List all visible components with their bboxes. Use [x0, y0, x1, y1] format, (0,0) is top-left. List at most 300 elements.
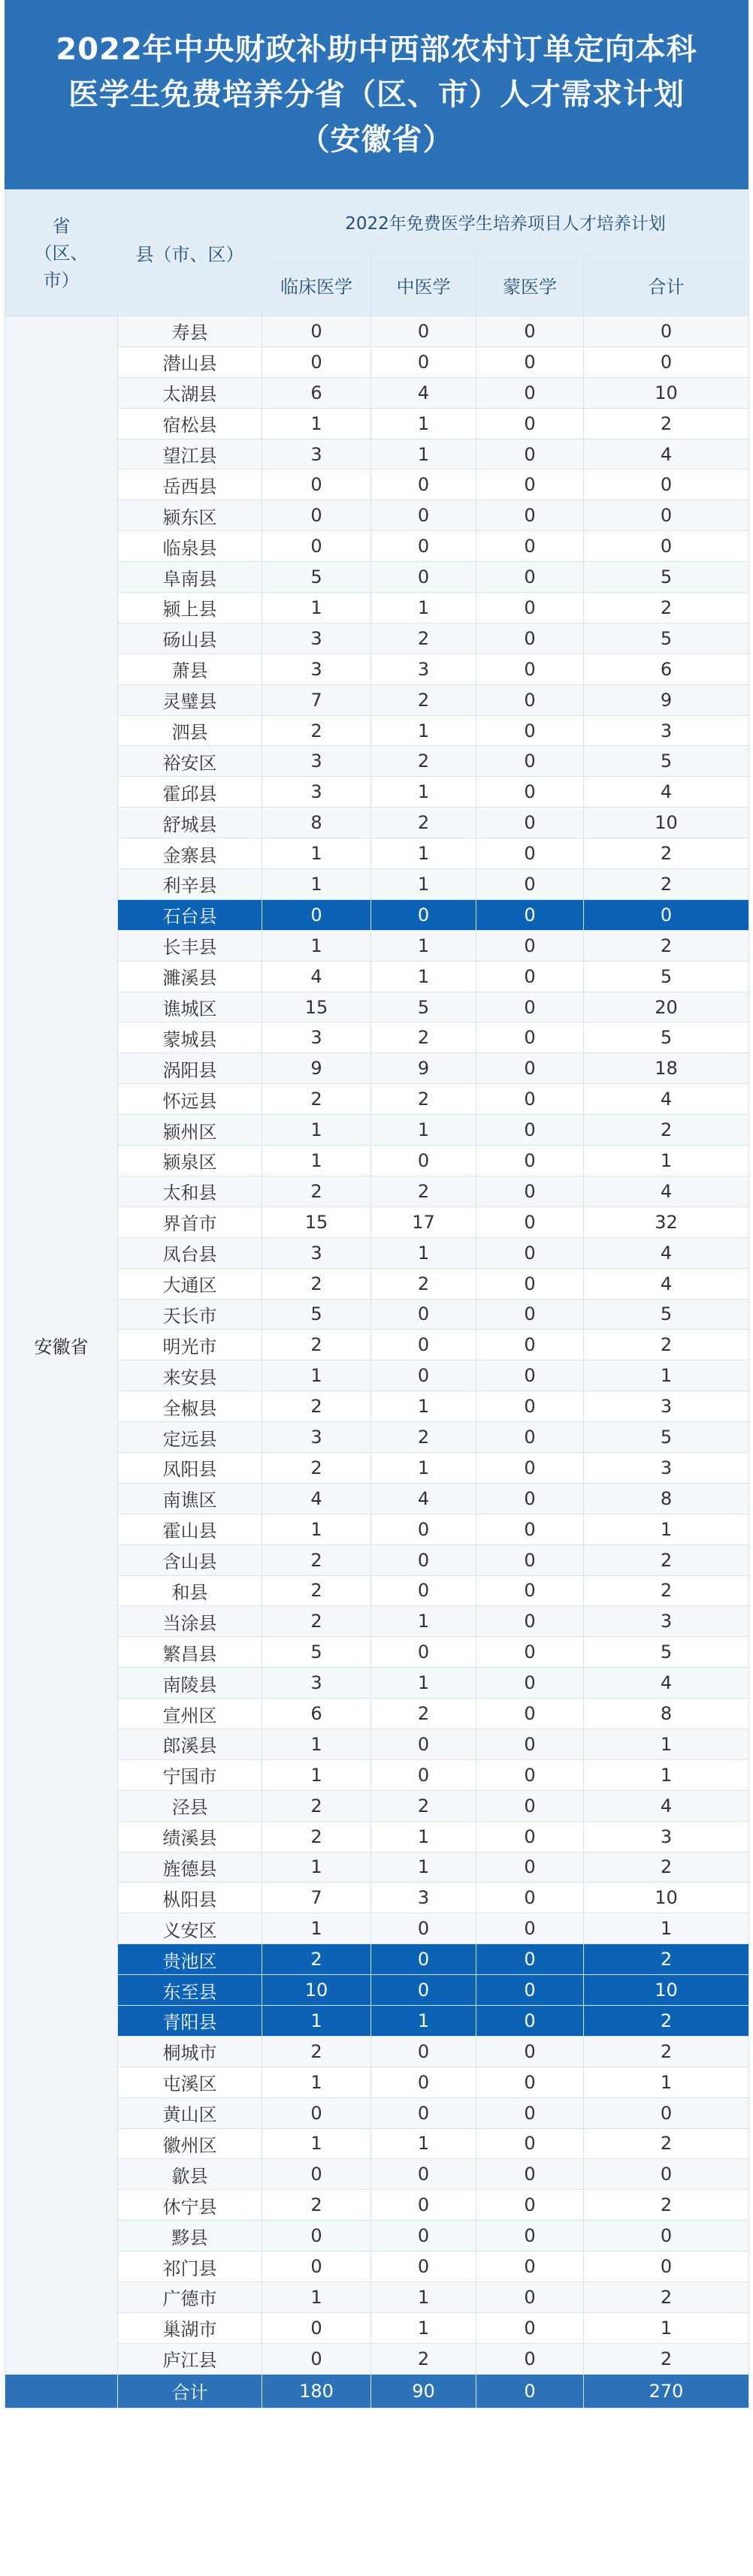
tcm-cell: 1 — [371, 961, 476, 992]
mongolian-cell: 0 — [476, 531, 584, 562]
county-name-cell: 利辛县 — [118, 869, 262, 900]
total-clinical: 180 — [262, 2374, 371, 2408]
county-name-cell: 望江县 — [118, 439, 262, 470]
county-name-cell: 大通区 — [118, 1268, 262, 1299]
header-province: 省（区、市） — [5, 190, 118, 316]
total-cell: 4 — [584, 1084, 749, 1115]
mongolian-cell: 0 — [476, 1022, 584, 1053]
clinical-cell: 0 — [262, 899, 371, 930]
clinical-cell: 2 — [262, 1268, 371, 1299]
clinical-cell: 1 — [262, 930, 371, 961]
mongolian-cell: 0 — [476, 930, 584, 961]
title-banner — [5, 0, 748, 189]
total-cell: 5 — [584, 746, 749, 777]
county-name-cell: 郎溪县 — [118, 1729, 262, 1759]
mongolian-cell: 0 — [476, 715, 584, 746]
clinical-cell: 1 — [262, 1852, 371, 1883]
mongolian-cell: 0 — [476, 2282, 584, 2313]
clinical-cell: 3 — [262, 623, 371, 654]
total-sum: 270 — [584, 2374, 749, 2408]
tcm-cell: 0 — [371, 1299, 476, 1330]
clinical-cell: 0 — [262, 316, 371, 347]
county-name-cell: 霍山县 — [118, 1514, 262, 1545]
county-name-cell: 石台县 — [118, 899, 262, 930]
total-cell: 0 — [584, 316, 749, 347]
county-name-cell: 泗县 — [118, 715, 262, 746]
total-cell: 32 — [584, 1206, 749, 1237]
mongolian-cell: 0 — [476, 2067, 584, 2097]
county-name-cell: 颍上县 — [118, 593, 262, 624]
county-name-cell: 长丰县 — [118, 930, 262, 961]
total-cell: 2 — [584, 2282, 749, 2313]
county-name-cell: 歙县 — [118, 2159, 262, 2190]
header-tcm: 中医学 — [371, 254, 476, 316]
mongolian-cell: 0 — [476, 2221, 584, 2251]
county-name-cell: 黄山区 — [118, 2097, 262, 2128]
clinical-cell: 2 — [262, 1176, 371, 1206]
plan-table — [5, 189, 749, 2408]
clinical-cell: 1 — [262, 2282, 371, 2313]
county-name-cell: 濉溪县 — [118, 961, 262, 992]
tcm-cell: 0 — [371, 316, 476, 347]
tcm-cell: 1 — [371, 2312, 476, 2343]
tcm-cell: 9 — [371, 1053, 476, 1084]
total-cell: 2 — [584, 1115, 749, 1146]
county-name-cell: 寿县 — [118, 316, 262, 347]
mongolian-cell: 0 — [476, 1759, 584, 1790]
mongolian-cell: 0 — [476, 2190, 584, 2221]
clinical-cell: 3 — [262, 1422, 371, 1453]
tcm-cell: 1 — [371, 2128, 476, 2159]
mongolian-cell: 0 — [476, 1237, 584, 1268]
total-cell: 1 — [584, 1759, 749, 1790]
mongolian-cell: 0 — [476, 1883, 584, 1913]
mongolian-cell: 0 — [476, 1146, 584, 1176]
total-cell: 8 — [584, 1483, 749, 1514]
mongolian-cell: 0 — [476, 1637, 584, 1668]
mongolian-cell: 0 — [476, 2159, 584, 2190]
mongolian-cell: 0 — [476, 408, 584, 439]
total-mongolian: 0 — [476, 2374, 584, 2408]
tcm-cell: 2 — [371, 623, 476, 654]
mongolian-cell: 0 — [476, 2312, 584, 2343]
mongolian-cell: 0 — [476, 2036, 584, 2067]
county-name-cell: 枞阳县 — [118, 1883, 262, 1913]
tcm-cell: 1 — [371, 408, 476, 439]
clinical-cell: 0 — [262, 2097, 371, 2128]
county-name-cell: 南陵县 — [118, 1668, 262, 1699]
tcm-cell: 1 — [371, 1606, 476, 1637]
tcm-cell: 0 — [371, 2036, 476, 2067]
clinical-cell: 1 — [262, 1759, 371, 1790]
clinical-cell: 1 — [262, 1115, 371, 1146]
county-name-cell: 颍泉区 — [118, 1146, 262, 1176]
clinical-cell: 1 — [262, 1913, 371, 1944]
mongolian-cell: 0 — [476, 1483, 584, 1514]
mongolian-cell: 0 — [476, 1452, 584, 1483]
tcm-cell: 1 — [371, 1452, 476, 1483]
county-name-cell: 来安县 — [118, 1360, 262, 1391]
clinical-cell: 1 — [262, 408, 371, 439]
county-name-cell: 全椒县 — [118, 1391, 262, 1422]
table-row — [5, 316, 749, 347]
province-cell: 安徽省 — [5, 316, 118, 2375]
tcm-cell: 2 — [371, 1176, 476, 1206]
total-cell: 2 — [584, 593, 749, 624]
county-name-cell: 宿松县 — [118, 408, 262, 439]
total-cell: 2 — [584, 2036, 749, 2067]
clinical-cell: 7 — [262, 684, 371, 715]
clinical-cell: 0 — [262, 346, 371, 377]
total-cell: 4 — [584, 1668, 749, 1699]
county-name-cell: 繁昌县 — [118, 1637, 262, 1668]
clinical-cell: 5 — [262, 1637, 371, 1668]
total-cell: 3 — [584, 715, 749, 746]
tcm-cell: 1 — [371, 593, 476, 624]
tcm-cell: 1 — [371, 1237, 476, 1268]
tcm-cell: 1 — [371, 1821, 476, 1852]
clinical-cell: 0 — [262, 470, 371, 500]
tcm-cell: 0 — [371, 2221, 476, 2251]
county-name-cell: 临泉县 — [118, 531, 262, 562]
clinical-cell: 1 — [262, 838, 371, 869]
total-cell: 0 — [584, 2251, 749, 2282]
total-cell: 20 — [584, 992, 749, 1022]
county-name-cell: 岳西县 — [118, 470, 262, 500]
tcm-cell: 0 — [371, 1759, 476, 1790]
tcm-cell: 2 — [371, 684, 476, 715]
total-cell: 2 — [584, 1944, 749, 1975]
mongolian-cell: 0 — [476, 1299, 584, 1330]
county-name-cell: 绩溪县 — [118, 1821, 262, 1852]
total-cell: 0 — [584, 346, 749, 377]
tcm-cell: 1 — [371, 2282, 476, 2313]
clinical-cell: 2 — [262, 1545, 371, 1575]
total-cell: 5 — [584, 1299, 749, 1330]
total-cell: 1 — [584, 1729, 749, 1759]
county-name-cell: 灵璧县 — [118, 684, 262, 715]
tcm-cell: 17 — [371, 1206, 476, 1237]
clinical-cell: 8 — [262, 808, 371, 838]
total-cell: 10 — [584, 377, 749, 408]
tcm-cell: 2 — [371, 2343, 476, 2374]
tcm-cell: 3 — [371, 1883, 476, 1913]
total-cell: 9 — [584, 684, 749, 715]
county-name-cell: 泾县 — [118, 1790, 262, 1821]
tcm-cell: 0 — [371, 1360, 476, 1391]
clinical-cell: 2 — [262, 1391, 371, 1422]
county-name-cell: 潜山县 — [118, 346, 262, 377]
total-cell: 0 — [584, 2159, 749, 2190]
county-name-cell: 巢湖市 — [118, 2312, 262, 2343]
tcm-cell: 0 — [371, 1514, 476, 1545]
county-name-cell: 明光市 — [118, 1330, 262, 1360]
tcm-cell: 0 — [371, 1330, 476, 1360]
county-name-cell: 金寨县 — [118, 838, 262, 869]
mongolian-cell: 0 — [476, 1790, 584, 1821]
county-name-cell: 黟县 — [118, 2221, 262, 2251]
total-cell: 0 — [584, 2097, 749, 2128]
mongolian-cell: 0 — [476, 1852, 584, 1883]
clinical-cell: 1 — [262, 869, 371, 900]
mongolian-cell: 0 — [476, 1360, 584, 1391]
tcm-cell: 1 — [371, 777, 476, 808]
total-cell: 5 — [584, 623, 749, 654]
mongolian-cell: 0 — [476, 2097, 584, 2128]
county-name-cell: 涡阳县 — [118, 1053, 262, 1084]
county-name-cell: 休宁县 — [118, 2190, 262, 2221]
mongolian-cell: 0 — [476, 593, 584, 624]
total-cell: 5 — [584, 1022, 749, 1053]
mongolian-cell: 0 — [476, 1330, 584, 1360]
tcm-cell: 2 — [371, 1422, 476, 1453]
total-cell: 1 — [584, 1514, 749, 1545]
clinical-cell: 4 — [262, 1483, 371, 1514]
tcm-cell: 3 — [371, 654, 476, 684]
clinical-cell: 3 — [262, 1022, 371, 1053]
total-cell: 0 — [584, 899, 749, 930]
county-name-cell: 怀远县 — [118, 1084, 262, 1115]
tcm-cell: 0 — [371, 2159, 476, 2190]
total-cell: 5 — [584, 961, 749, 992]
total-cell: 4 — [584, 1790, 749, 1821]
title-line-2: 医学生免费培养分省（区、市）人才需求计划 — [68, 77, 685, 112]
mongolian-cell: 0 — [476, 1668, 584, 1699]
mongolian-cell: 0 — [476, 1268, 584, 1299]
county-name-cell: 颍东区 — [118, 500, 262, 531]
clinical-cell: 1 — [262, 2067, 371, 2097]
mongolian-cell: 0 — [476, 1729, 584, 1759]
total-cell: 2 — [584, 1852, 749, 1883]
total-cell: 3 — [584, 1606, 749, 1637]
mongolian-cell: 0 — [476, 562, 584, 593]
mongolian-cell: 0 — [476, 1821, 584, 1852]
clinical-cell: 3 — [262, 1237, 371, 1268]
total-cell: 2 — [584, 2128, 749, 2159]
county-name-cell: 裕安区 — [118, 746, 262, 777]
tcm-cell: 2 — [371, 1790, 476, 1821]
total-cell: 0 — [584, 2221, 749, 2251]
county-name-cell: 谯城区 — [118, 992, 262, 1022]
clinical-cell: 2 — [262, 1330, 371, 1360]
tcm-cell: 0 — [371, 2067, 476, 2097]
tcm-cell: 1 — [371, 838, 476, 869]
total-cell: 10 — [584, 1883, 749, 1913]
clinical-cell: 0 — [262, 2159, 371, 2190]
total-cell: 4 — [584, 1176, 749, 1206]
total-cell: 18 — [584, 1053, 749, 1084]
county-name-cell: 凤阳县 — [118, 1452, 262, 1483]
tcm-cell: 0 — [371, 1637, 476, 1668]
tcm-cell: 0 — [371, 500, 476, 531]
tcm-cell: 2 — [371, 1022, 476, 1053]
clinical-cell: 2 — [262, 2036, 371, 2067]
tcm-cell: 2 — [371, 1268, 476, 1299]
tcm-cell: 0 — [371, 1944, 476, 1975]
tcm-cell: 0 — [371, 2251, 476, 2282]
county-name-cell: 屯溪区 — [118, 2067, 262, 2097]
mongolian-cell: 0 — [476, 838, 584, 869]
mongolian-cell: 0 — [476, 2343, 584, 2374]
total-cell: 2 — [584, 930, 749, 961]
total-cell: 0 — [584, 470, 749, 500]
county-name-cell: 宣州区 — [118, 1699, 262, 1729]
mongolian-cell: 0 — [476, 1053, 584, 1084]
clinical-cell: 2 — [262, 1452, 371, 1483]
header-plan-title: 2022年免费医学生培养项目人才培养计划 — [262, 190, 749, 254]
total-cell: 2 — [584, 838, 749, 869]
total-cell: 2 — [584, 2005, 749, 2036]
clinical-cell: 5 — [262, 562, 371, 593]
total-cell: 10 — [584, 1975, 749, 2006]
clinical-cell: 1 — [262, 1360, 371, 1391]
tcm-cell: 1 — [371, 2005, 476, 2036]
county-name-cell: 蒙城县 — [118, 1022, 262, 1053]
tcm-cell: 0 — [371, 531, 476, 562]
tcm-cell: 0 — [371, 1575, 476, 1606]
county-name-cell: 旌德县 — [118, 1852, 262, 1883]
total-cell: 8 — [584, 1699, 749, 1729]
county-name-cell: 徽州区 — [118, 2128, 262, 2159]
mongolian-cell: 0 — [476, 346, 584, 377]
clinical-cell: 5 — [262, 1299, 371, 1330]
tcm-cell: 0 — [371, 899, 476, 930]
county-name-cell: 和县 — [118, 1575, 262, 1606]
clinical-cell: 3 — [262, 439, 371, 470]
mongolian-cell: 0 — [476, 777, 584, 808]
mongolian-cell: 0 — [476, 1084, 584, 1115]
total-cell: 2 — [584, 2343, 749, 2374]
clinical-cell: 3 — [262, 1668, 371, 1699]
mongolian-cell: 0 — [476, 869, 584, 900]
total-cell: 0 — [584, 500, 749, 531]
tcm-cell: 0 — [371, 2190, 476, 2221]
mongolian-cell: 0 — [476, 684, 584, 715]
mongolian-cell: 0 — [476, 961, 584, 992]
tcm-cell: 1 — [371, 439, 476, 470]
tcm-cell: 2 — [371, 808, 476, 838]
mongolian-cell: 0 — [476, 899, 584, 930]
county-name-cell: 舒城县 — [118, 808, 262, 838]
mongolian-cell: 0 — [476, 1115, 584, 1146]
total-cell: 5 — [584, 1637, 749, 1668]
total-cell: 2 — [584, 408, 749, 439]
total-cell: 2 — [584, 1575, 749, 1606]
clinical-cell: 2 — [262, 1575, 371, 1606]
clinical-cell: 1 — [262, 1146, 371, 1176]
mongolian-cell: 0 — [476, 2128, 584, 2159]
total-cell: 10 — [584, 808, 749, 838]
tcm-cell: 1 — [371, 1668, 476, 1699]
mongolian-cell: 0 — [476, 1514, 584, 1545]
tcm-cell: 4 — [371, 1483, 476, 1514]
clinical-cell: 2 — [262, 1821, 371, 1852]
mongolian-cell: 0 — [476, 439, 584, 470]
clinical-cell: 7 — [262, 1883, 371, 1913]
clinical-cell: 1 — [262, 2128, 371, 2159]
county-name-cell: 定远县 — [118, 1422, 262, 1453]
mongolian-cell: 0 — [476, 316, 584, 347]
clinical-cell: 3 — [262, 746, 371, 777]
clinical-cell: 0 — [262, 531, 371, 562]
total-tcm: 90 — [371, 2374, 476, 2408]
total-cell: 4 — [584, 1237, 749, 1268]
county-name-cell: 萧县 — [118, 654, 262, 684]
tcm-cell: 1 — [371, 1391, 476, 1422]
tcm-cell: 2 — [371, 1084, 476, 1115]
header-total: 合计 — [584, 254, 749, 316]
clinical-cell: 6 — [262, 1699, 371, 1729]
mongolian-cell: 0 — [476, 654, 584, 684]
mongolian-cell: 0 — [476, 1176, 584, 1206]
county-name-cell: 当涂县 — [118, 1606, 262, 1637]
mongolian-cell: 0 — [476, 377, 584, 408]
total-cell: 3 — [584, 1452, 749, 1483]
clinical-cell: 1 — [262, 1514, 371, 1545]
tcm-cell: 0 — [371, 1975, 476, 2006]
tcm-cell: 0 — [371, 2097, 476, 2128]
county-name-cell: 宁国市 — [118, 1759, 262, 1790]
county-name-cell: 青阳县 — [118, 2005, 262, 2036]
mongolian-cell: 0 — [476, 1944, 584, 1975]
tcm-cell: 0 — [371, 1913, 476, 1944]
clinical-cell: 0 — [262, 2343, 371, 2374]
total-cell: 1 — [584, 2312, 749, 2343]
clinical-cell: 1 — [262, 1729, 371, 1759]
county-name-cell: 颍州区 — [118, 1115, 262, 1146]
tcm-cell: 1 — [371, 1115, 476, 1146]
mongolian-cell: 0 — [476, 1391, 584, 1422]
total-cell: 3 — [584, 1821, 749, 1852]
clinical-cell: 0 — [262, 2221, 371, 2251]
county-name-cell: 含山县 — [118, 1545, 262, 1575]
total-cell: 3 — [584, 1391, 749, 1422]
tcm-cell: 1 — [371, 715, 476, 746]
total-cell: 2 — [584, 869, 749, 900]
total-cell: 4 — [584, 777, 749, 808]
tcm-cell: 2 — [371, 746, 476, 777]
total-cell: 2 — [584, 1330, 749, 1360]
clinical-cell: 3 — [262, 777, 371, 808]
title-line-3: （安徽省） — [299, 122, 454, 157]
clinical-cell: 0 — [262, 2251, 371, 2282]
clinical-cell: 2 — [262, 1790, 371, 1821]
clinical-cell: 2 — [262, 1944, 371, 1975]
clinical-cell: 3 — [262, 654, 371, 684]
tcm-cell: 0 — [371, 562, 476, 593]
tcm-cell: 0 — [371, 470, 476, 500]
total-cell: 2 — [584, 1545, 749, 1575]
tcm-cell: 1 — [371, 930, 476, 961]
clinical-cell: 2 — [262, 1084, 371, 1115]
clinical-cell: 2 — [262, 2190, 371, 2221]
county-name-cell: 界首市 — [118, 1206, 262, 1237]
county-name-cell: 广德市 — [118, 2282, 262, 2313]
total-cell: 0 — [584, 531, 749, 562]
tcm-cell: 1 — [371, 1852, 476, 1883]
mongolian-cell: 0 — [476, 2251, 584, 2282]
county-name-cell: 桐城市 — [118, 2036, 262, 2067]
clinical-cell: 1 — [262, 593, 371, 624]
mongolian-cell: 0 — [476, 1913, 584, 1944]
total-empty-cell — [5, 2374, 118, 2408]
county-name-cell: 东至县 — [118, 1975, 262, 2006]
clinical-cell: 4 — [262, 961, 371, 992]
clinical-cell: 10 — [262, 1975, 371, 2006]
clinical-cell: 15 — [262, 992, 371, 1022]
tcm-cell: 5 — [371, 992, 476, 1022]
header-clinical: 临床医学 — [262, 254, 371, 316]
